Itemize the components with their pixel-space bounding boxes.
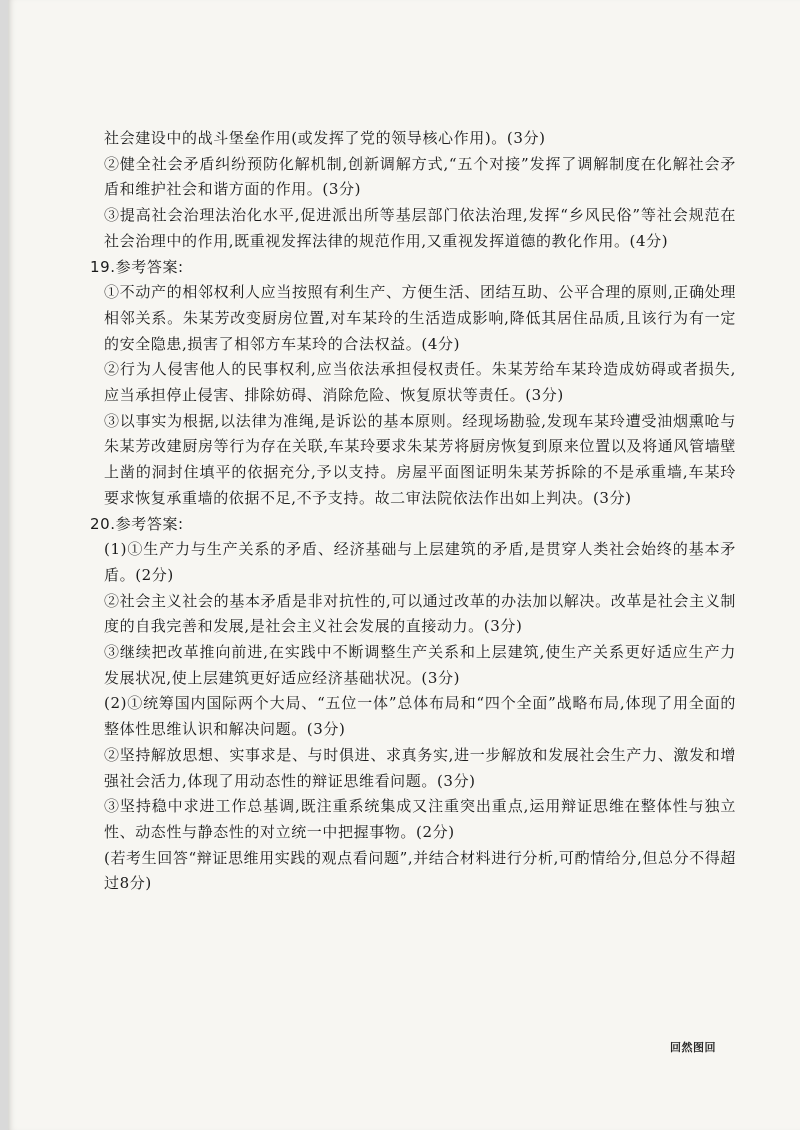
answer-line: ②健全社会矛盾纠纷预防化解机制,创新调解方式,“五个对接”发挥了调解制度在化解社会矛盾和维护社会和谐方面的作用。(3分) xyxy=(104,154,736,199)
footer-code: 回然图回 xyxy=(670,1041,716,1054)
answer-item: ②社会主义社会的基本矛盾是非对抗性的,可以通过改革的办法加以解决。改革是社会主义制度的自我完善和发展,是社会主义社会发展的直接动力。(3分) xyxy=(104,591,736,636)
answer-line: ③提高社会治理法治化水平,促进派出所等基层部门依法治理,发挥“乡风民俗”等社会规范在社会治理中的作用,既重视发挥法律的规范作用,又重视发挥道德的教化作用。(4分) xyxy=(104,206,736,250)
answer-item: (2)①统筹国内国际两个大局、“五位一体”总体布局和“四个全面”战略布局,体现了用全面的整体性思维认识和解决问题。(3分) xyxy=(104,694,736,739)
answer-item: ①不动产的相邻权利人应当按照有利生产、方便生活、团结互助、公平合理的原则,正确处理相邻关系。朱某芳改变厨房位置,对车某玲的生活造成影响,降低其居住品质,且该行为有一定的安全隐患,损害了相邻方车某玲的合法权益。(4分) xyxy=(104,283,736,353)
answer-content xyxy=(90,126,736,897)
answer-item: ③坚持稳中求进工作总基调,既注重系统集成又注重突出重点,运用辩证思维在整体性与独立性、动态性与静态性的对立统一中把握事物。(2分) xyxy=(104,797,736,841)
answer-item: ②行为人侵害他人的民事权利,应当依法承担侵权责任。朱某芳给车某玲造成妨碍或者损失,应当承担停止侵害、排除妨碍、消除危险、恢复原状等责任。(3分) xyxy=(104,360,736,405)
answer-item: (若考生回答“辩证思维用实践的观点看问题”,并结合材料进行分析,可酌情给分,但总分不得超过8分) xyxy=(104,848,736,893)
answer-item: (1)①生产力与生产关系的矛盾、经济基础与上层建筑的矛盾,是贯穿人类社会始终的基本矛盾。(2分) xyxy=(104,540,736,584)
answer-item: ②坚持解放思想、实事求是、与时俱进、求真务实,进一步解放和发展社会生产力、激发和增强社会活力,体现了用动态性的辩证思维看问题。(3分) xyxy=(104,745,736,790)
answer-item: ③继续把改革推向前进,在实践中不断调整生产关系和上层建筑,使生产关系更好适应生产力发展状况,使上层建筑更好适应经济基础状况。(3分) xyxy=(104,643,736,687)
answer-item: ③以事实为根据,以法律为准绳,是诉讼的基本原则。经现场勘验,发现车某玲遭受油烟熏呛与朱某芳改建厨房等行为存在关联,车某玲要求朱某芳将厨房恢复到原来位置以及将通风管墙壁上凿的洞封住填平的依据充分,予以支持。房屋平面图证明朱某芳拆除的不是承重墙,车某玲要求恢复承重墙的依据不足,不予支持。故二审法院依法作出如上判决。(3分) xyxy=(104,411,736,507)
question-19-heading: 19.参考答案: xyxy=(90,257,184,276)
answer-line: 社会建设中的战斗堡垒作用(或发挥了党的领导核心作用)。(3分) xyxy=(104,129,546,147)
document-page xyxy=(8,0,800,1130)
question-20-heading: 20.参考答案: xyxy=(90,514,184,533)
